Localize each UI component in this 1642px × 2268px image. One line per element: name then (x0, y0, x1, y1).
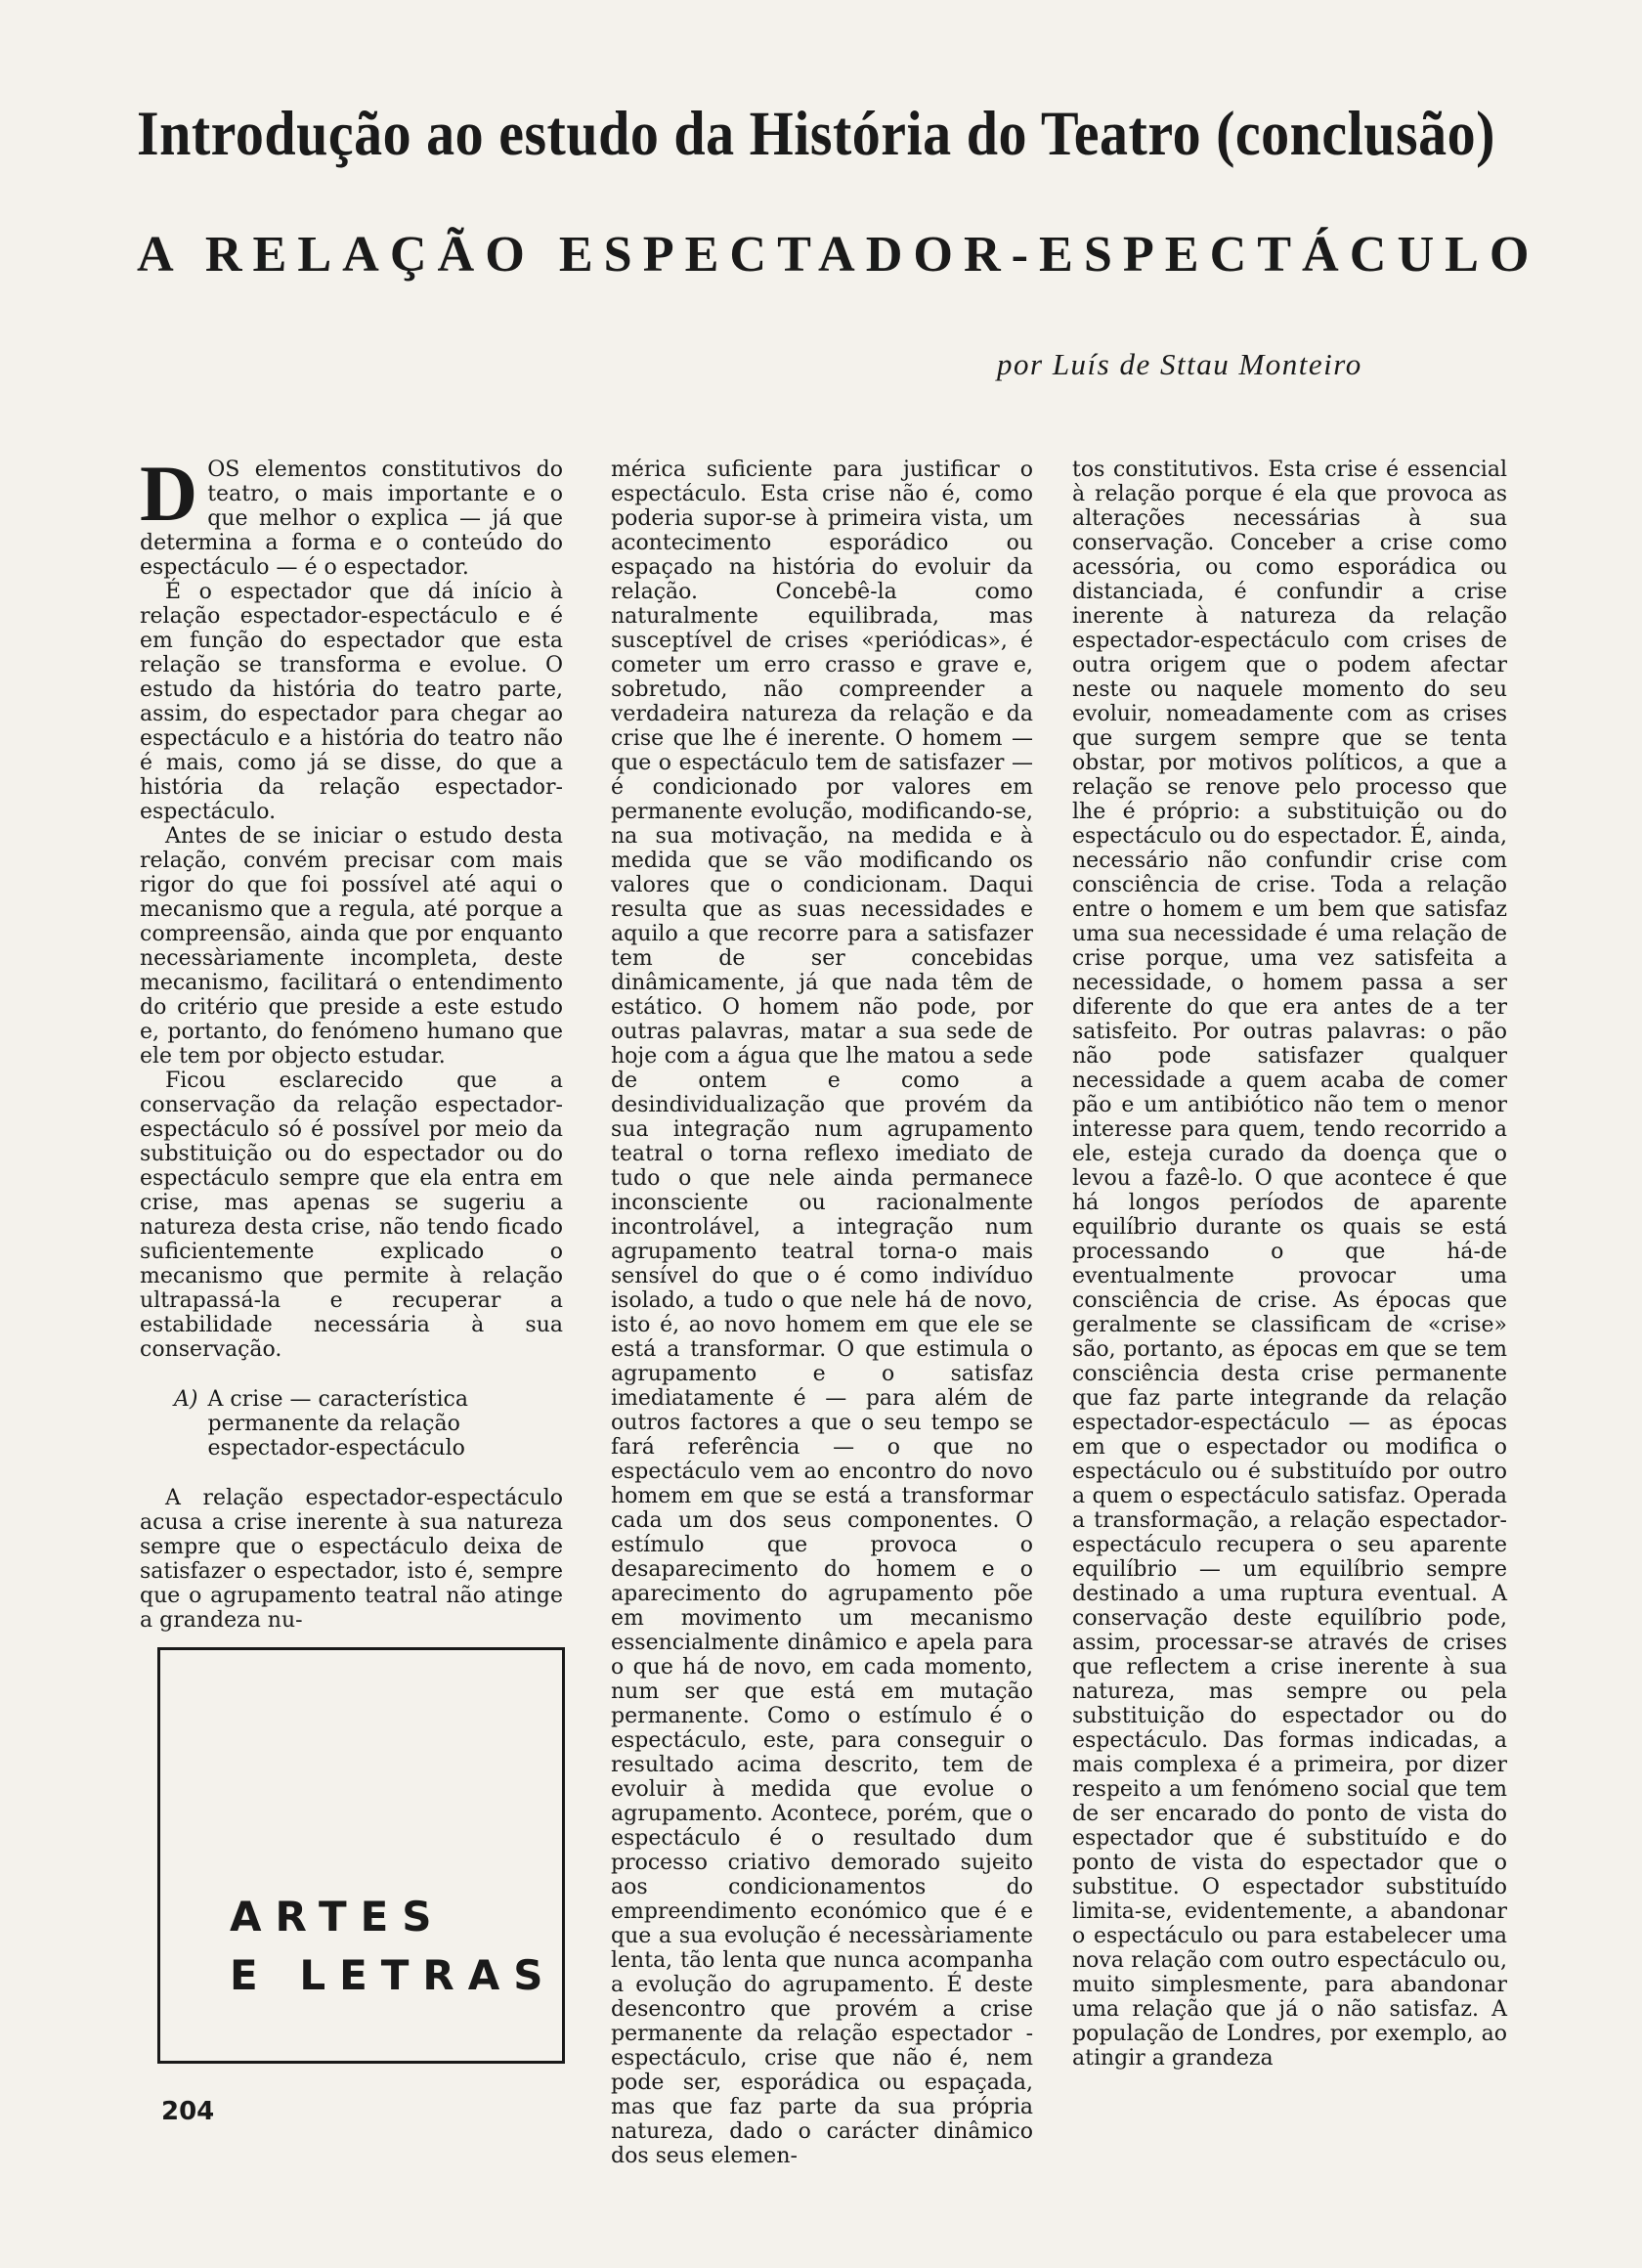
paragraph: tos constitutivos. Esta crise é essencial à relação porque é ela que provoca as alterações necessárias à sua conservação. Conceber a crise como acessória, ou como esporádica ou distanciada, é confundir a crise inerente à natureza da relação espectador-espectáculo com crises de outra origem que o podem afectar neste ou naquele momento do seu evoluir, nomeadamente com as crises que surgem sempre que se tenta obstar, por motivos políticos, a que a relação se renove pelo processo que lhe é próprio: a substituição ou do espectáculo ou do espectador. É, ainda, necessário não confundir crise com consciência de crise. Toda a relação entre o homem e um bem que satisfaz uma sua necessidade é uma relação de crise porque, uma vez satisfeita a necessidade, o homem passa a ser diferente do que era antes de a ter satisfeito. Por outras palavras: o pão não pode satisfazer qualquer necessidade a quem acaba de comer pão e um antibiótico não tem o menor interesse para quem, tendo recorrido a ele, esteja curado da doença que o levou a fazê-lo. O que acontece é que há longos períodos de aparente equilíbrio durante os quais se está processando o que há-de eventualmente provocar uma consciência de crise. As épocas que geralmente se classificam de «crise» são, portanto, as épocas em que se tem consciência desta crise permanente que faz parte integrande da relação espectador-espectáculo — as épocas em que o espectador ou modifica o espectáculo ou é substituído por outro a quem o espectáculo satisfaz. Operada a transformação, a relação espectador-espectáculo recupera o seu aparente equilíbrio — um equilíbrio sempre destinado a uma ruptura eventual. A conservação deste equilíbrio pode, assim, processar-se através de crises que reflectem a crise inerente à sua natureza, mas sempre ou pela substituição do espectador ou do espectáculo. Das formas indicadas, a mais complexa é a primeira, por dizer respeito a um fenómeno social que tem de ser encarado do ponto de vista do espectador que é substituído e do ponto de vista do espectador que o substitue. O espectador substituído limita-se, evidentemente, a abandonar o espectáculo ou para estabelecer uma nova relação com outro espectáculo ou, muito simplesmente, para abandonar uma relação que já o não satisfaz. A população de Londres, por exemplo, ao atingir a grandeza (1072, 458, 1507, 2071)
drop-cap: D (140, 449, 198, 538)
paragraph: A relação espectador-espectáculo acusa a crise inerente à sua natureza sempre que o espectáculo deixa de satisfazer o espectador, isto é, sempre que o agrupamento teatral não atinge a grandeza nu- (140, 1486, 563, 1633)
section-logo-line-1: ARTES (230, 1893, 446, 1941)
paragraph: Ficou esclarecido que a conservação da relação espectador-espectáculo só é possível por meio da substituição ou do espectador ou do espectáculo sempre que ela entra em crise, mas apenas se sugeriu a natureza desta crise, não tendo ficado suficientemente explicado o mecanismo que permite à relação ultrapassá-la e recuperar a estabilidade necessária à sua conservação. (140, 1069, 563, 1362)
page-number: 204 (161, 2097, 215, 2126)
text-column-2 (611, 458, 1033, 2168)
paragraph: É o espectador que dá início à relação espectador-espectáculo e é em função do espectador que esta relação se transforma e evolue. O estudo da história do teatro parte, assim, do espectador para chegar ao espectáculo e a história do teatro não é mais, como já se disse, do que a história da relação espectador-espectáculo. (140, 580, 563, 824)
subheading-text: A crise — característica permanente da relação espectador-espectáculo (207, 1387, 468, 1461)
section-logo (230, 1888, 557, 2005)
article-title: Introdução ao estudo da História do Teatro (conclusão) (137, 97, 1495, 169)
section-logo-box (157, 1647, 565, 2064)
subheading-letter: A) (174, 1387, 198, 1412)
paragraph: mérica suficiente para justificar o espectáculo. Esta crise não é, como poderia supor-se à primeira vista, um acontecimento esporádico ou espaçado na história do evoluir da relação. Concebê-la como naturalmente equilibrada, mas susceptível de crises «periódicas», é cometer um erro crasso e grave e, sobretudo, não compreender a verdadeira natureza da relação e da crise que lhe é inerente. O homem — que o espectáculo tem de satisfazer — é condicionado por valores em permanente evolução, modificando-se, na sua motivação, na medida e à medida que se vão modificando os valores que o condicionam. Daqui resulta que as suas necessidades e aquilo a que recorre para a satisfazer tem de ser concebidas dinâmicamente, já que nada têm de estático. O homem não pode, por outras palavras, matar a sua sede de hoje com a água que lhe matou a sede de ontem e como a desindividualização que provém da sua integração num agrupamento teatral o torna reflexo imediato de tudo o que nele ainda permanece inconsciente ou racionalmente incontrolável, a integração num agrupamento teatral torna-o mais sensível do que o é como indivíduo isolado, a tudo o que nele há de novo, isto é, ao novo homem em que ele se está a transformar. O que estimula o agrupamento e o satisfaz imediatamente é — para além de outros factores a que o seu tempo se fará referência — o que no espectáculo vem ao encontro do novo homem em que se está a transformar cada um dos seus componentes. O estímulo que provoca o desaparecimento do homem e o aparecimento do agrupamento põe em movimento um mecanismo essencialmente dinâmico e apela para o que há de novo, em cada momento, num ser que está em mutação permanente. Como o estímulo é o espectáculo, este, para conseguir o resultado acima descrito, tem de evoluir à medida que evolue o agrupamento. Acontece, porém, que o espectáculo é o resultado dum processo criativo demorado sujeito aos condicionamentos do empreendimento económico que é e que a sua evolução é necessàriamente lenta, tão lenta que nunca acompanha a evolução do agrupamento. É deste desencontro que provém a crise permanente da relação espectador - espectáculo, crise que não é, nem pode ser, esporádica ou espaçada, mas que faz parte da sua própria natureza, dado o carácter dinâmico dos seus elemen- (611, 458, 1033, 2168)
paragraph: DOS elementos constitutivos do teatro, o mais importante e o que melhor o explica — já que determina a forma e o conteúdo do espectáculo — é o espectador. (140, 449, 563, 580)
text-column-1 (140, 449, 563, 1633)
paragraph: Antes de se iniciar o estudo desta relação, convém precisar com mais rigor do que foi possível até aqui o mecanismo que a regula, até porque a compreensão, ainda que por enquanto necessàriamente incompleta, deste mecanismo, facilitará o entendimento do critério que preside a este estudo e, portanto, do fenómeno humano que ele tem por objecto estudar. (140, 824, 563, 1069)
section-logo-line-2: E LETRAS (230, 1951, 557, 1999)
byline: por Luís de Sttau Monteiro (997, 347, 1362, 381)
text-column-3 (1072, 458, 1507, 2071)
section-subheading (174, 1387, 563, 1461)
article-subtitle: A RELAÇÃO ESPECTADOR-ESPECTÁCULO (137, 226, 1540, 283)
